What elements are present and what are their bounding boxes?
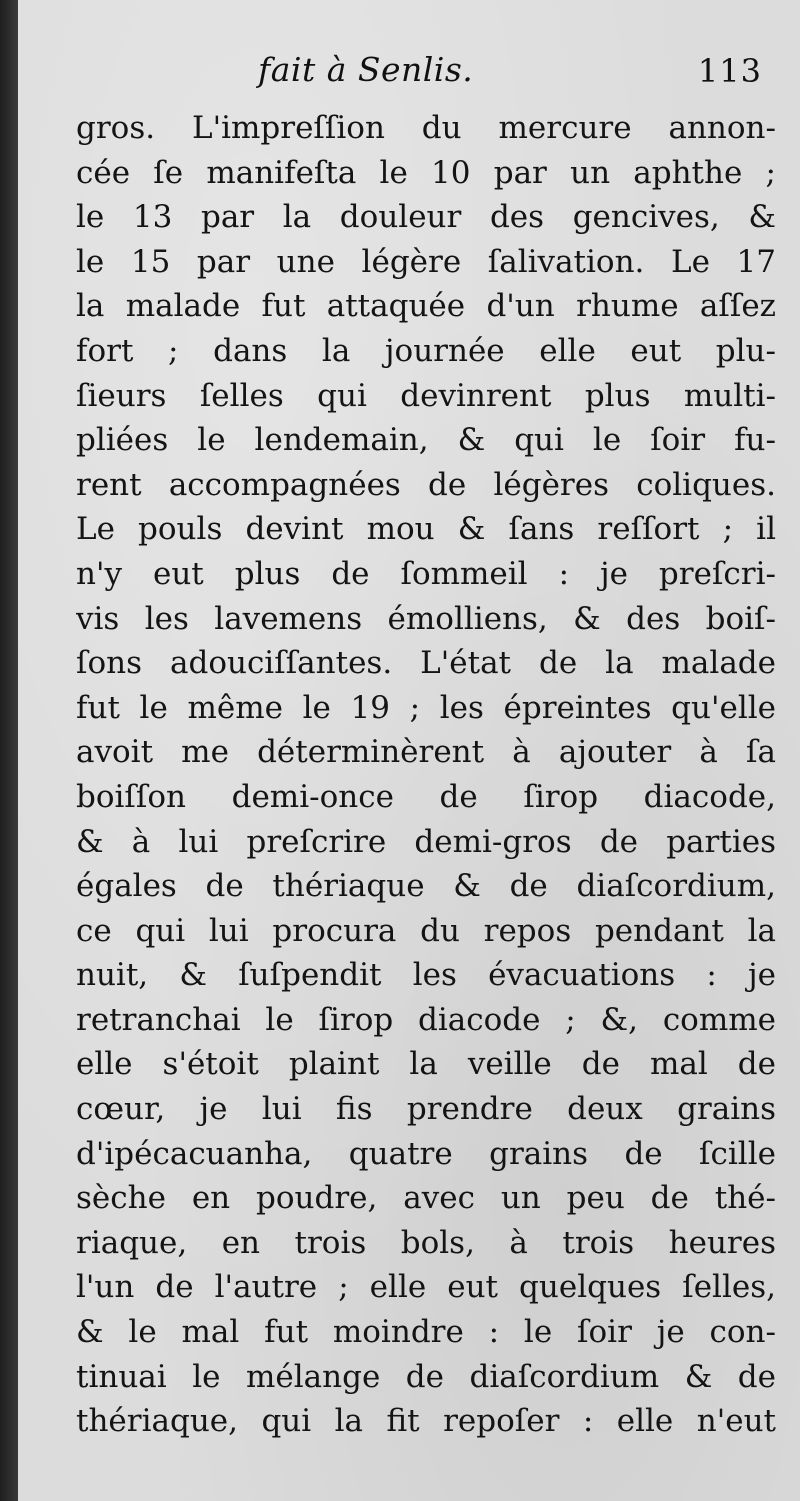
text-line: ſieurs ſelles qui devinrent plus multi-: [76, 377, 776, 414]
text-line: la malade fut attaquée d'un rhume aſſez: [76, 288, 776, 325]
text-line: fort ; dans la journée elle eut plu-: [76, 332, 776, 369]
text-line: riaque, en trois bols, à trois heures: [76, 1224, 776, 1261]
page-number: 113: [697, 52, 762, 90]
text-line: sèche en poudre, avec un peu de thé-: [76, 1180, 776, 1217]
text-line: cœur, je lui fis prendre deux grains: [76, 1091, 776, 1128]
text-line: tinuai le mélange de diaſcordium & de: [76, 1358, 776, 1395]
text-line: le 13 par la douleur des gencives, &: [76, 199, 776, 236]
page-header: [18, 50, 800, 98]
text-line: retranchai le ſirop diacode ; &, comme: [76, 1001, 776, 1038]
text-line: le 15 par une légère ſalivation. Le 17: [76, 243, 776, 280]
text-line: égales de thériaque & de diaſcordium,: [76, 868, 776, 905]
text-line: vis les lavemens émolliens, & des boiſ-: [76, 600, 776, 637]
text-line: & à lui preſcrire demi-gros de parties: [76, 823, 776, 860]
text-line: fut le même le 19 ; les épreintes qu'elle: [76, 689, 776, 726]
text-line: thériaque, qui la fit repoſer : elle n'eut: [76, 1403, 776, 1440]
text-line: nuit, & ſuſpendit les évacuations : je: [76, 957, 776, 994]
text-line: & le mal fut moindre : le ſoir je con-: [76, 1314, 776, 1351]
text-line: cée ſe manifeſta le 10 par un aphthe ;: [76, 154, 776, 191]
text-line: d'ipécacuanha, quatre grains de ſcille: [76, 1135, 776, 1172]
text-line: ce qui lui procura du repos pendant la: [76, 912, 776, 949]
text-line: rent accompagnées de légères coliques.: [76, 466, 776, 503]
text-line: pliées le lendemain, & qui le ſoir fu-: [76, 422, 776, 459]
text-line: boiſſon demi-once de ſirop diacode,: [76, 778, 776, 815]
text-line: l'un de l'autre ; elle eut quelques ſelles,: [76, 1269, 776, 1306]
book-gutter: [0, 0, 18, 1501]
text-line: n'y eut plus de ſommeil : je preſcri-: [76, 555, 776, 592]
book-page: [18, 0, 800, 1501]
text-line: avoit me déterminèrent à ajouter à ſa: [76, 734, 776, 771]
running-title: fait à Senlis.: [258, 50, 474, 89]
body-text: [76, 106, 776, 1444]
text-line: Le pouls devint mou & ſans reſſort ; il: [76, 511, 776, 548]
text-line: gros. L'impreſſion du mercure annon-: [76, 110, 776, 146]
text-line: ſons adouciſſantes. L'état de la malade: [76, 645, 776, 682]
text-line: elle s'étoit plaint la veille de mal de: [76, 1046, 776, 1083]
